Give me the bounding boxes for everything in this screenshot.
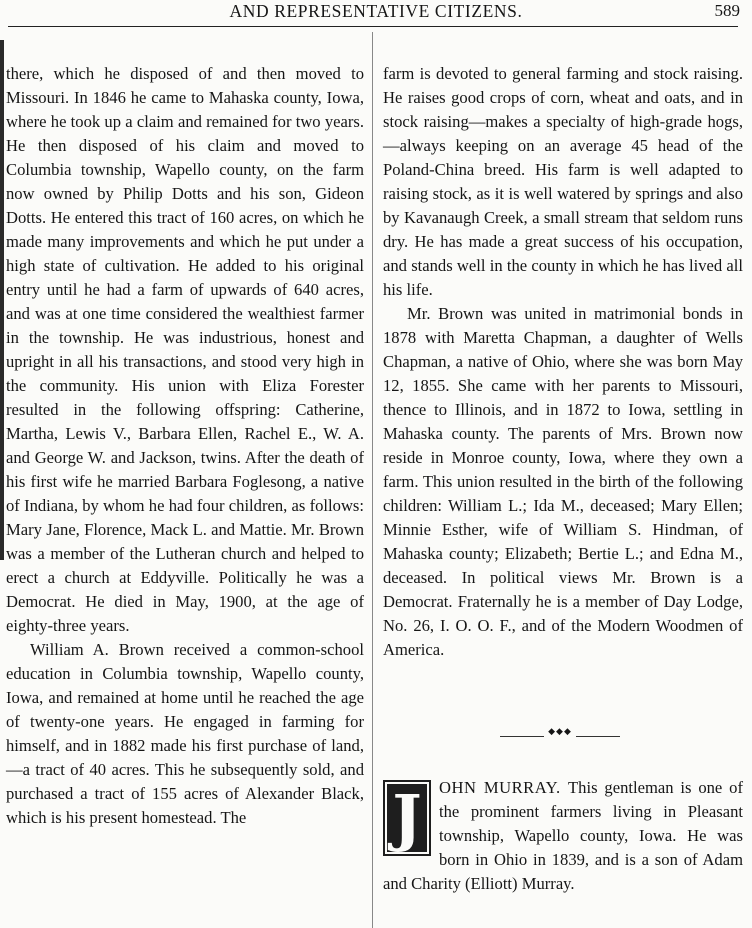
- paragraph-farm: farm is devoted to general farming and stock raising. He raises good crops of corn, wheat and oats, and in stock raising—makes a specialty of high-grade hogs,—always keeping on an average 45 head of the Poland-China breed. His farm is well adapted to raising stock, as it is well watered by springs and also by Kavanaugh Creek, a small stream that seldom runs dry. He has made a great success of his occupation, and stands well in the county in which he has lived all his life.: [383, 64, 743, 299]
- paragraph-brown-father: there, which he disposed of and then moved to Missouri. In 1846 he came to Mahaska county, Iowa, where he took up a claim and remained for two years. He then disposed of his claim and moved to Columbia township, Wapello county, on the farm now owned by Philip Dotts and his son, Gideon Dotts. He entered this tract of 160 acres, on which he made many improvements and which he put under a high state of cultivation. He added to his original entry until he had a farm of upwards of 640 acres, and was at one time considered the wealthiest farmer in the township. He was industrious, honest and upright in all his transactions, and stood very high in the community. His union with Eliza Forester resulted in the following offspring: Catherine, Martha, Lewis V., Barbara Ellen, Rachel E., W. A. and George W. and Jackson, twins. After the death of his first wife he married Barbara Foglesong, a native of Indiana, by whom he had four children, as follows: Mary Jane, Florence, Mack L. and Mattie. Mr. Brown was a member of the Lutheran church and helped to erect a church at Eddyville. Politically he was a Democrat. He died in May, 1900, at the age of eighty-three years.: [6, 64, 364, 635]
- section-ornament: ◆◆◆: [500, 732, 620, 742]
- right-column: [383, 62, 743, 662]
- page-header: [0, 0, 752, 28]
- murray-name-heading: OHN MURRAY.: [439, 778, 569, 797]
- left-column: [6, 62, 364, 830]
- binding-edge: [0, 40, 4, 560]
- drop-cap-letter: J: [383, 780, 431, 856]
- header-rule: [8, 26, 738, 27]
- paragraph-marriage: Mr. Brown was united in matrimonial bonds in 1878 with Maretta Chapman, a daughter of Wells Chapman, a native of Ohio, where she was born May 12, 1855. She came with her parents to Missouri, thence to Illinois, and in 1872 to Iowa, settling in Mahaska county. The parents of Mrs. Brown now reside in Monroe county, Iowa, where they own a farm. This union resulted in the birth of the following children: William L.; Ida M., deceased; Mary Ellen; Minnie Esther, wife of William S. Hindman, of Mahaska county; Elizabeth; Bertie L.; and Edna M., deceased. In political views Mr. Brown is a Democrat. Fraternally he is a member of Day Lodge, No. 26, I. O. O. F., and of the Modern Woodmen of America.: [383, 304, 743, 659]
- murray-text: This gentleman is one of the prominent farmers living in Pleasant township, Wapello county, Iowa. He was born in Ohio in 1839, and is a son of Adam and Charity (Elliott) Murray.: [383, 778, 743, 893]
- paragraph-william-brown: William A. Brown received a common-school education in Columbia township, Wapello county, Iowa, and remained at home until he reached the age of twenty-one years. He engaged in farming for himself, and in 1882 made his first purchase of land,—a tract of 40 acres. This he subsequently sold, and purchased a tract of 155 acres of Alexander Black, which is his present homestead. The: [6, 640, 364, 827]
- murray-biography: [383, 776, 743, 896]
- running-head: AND REPRESENTATIVE CITIZENS.: [229, 1, 523, 21]
- column-divider: [372, 32, 373, 928]
- page-number: 589: [714, 1, 740, 20]
